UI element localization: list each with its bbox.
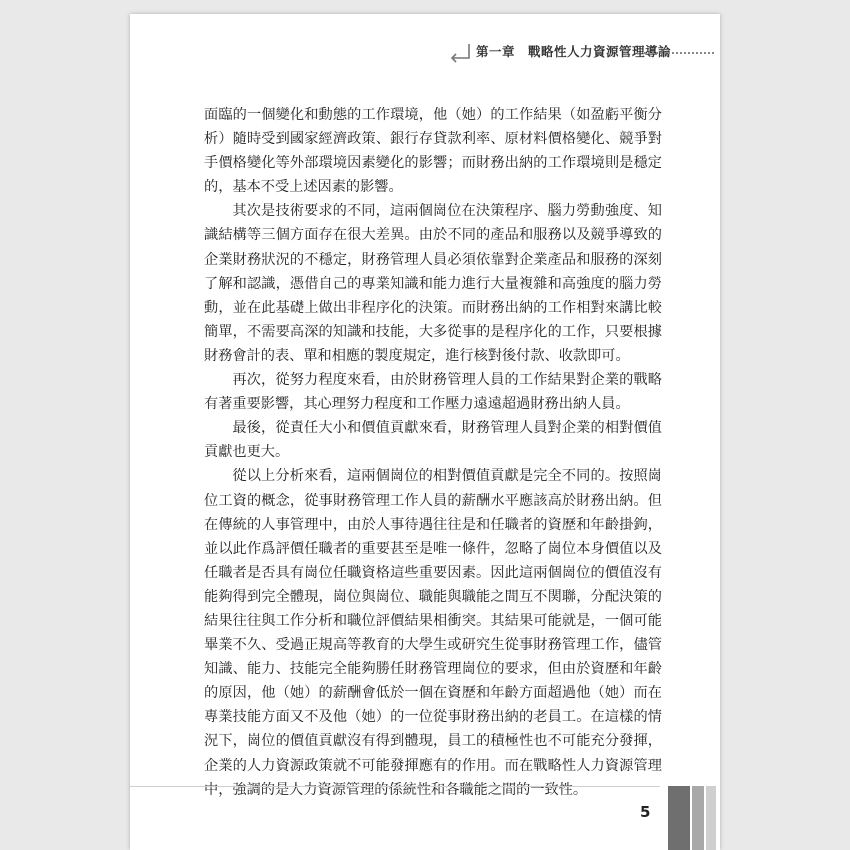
return-bracket-icon: [448, 42, 472, 64]
paragraph: 再次，從努力程度來看，由於財務管理人員的工作結果對企業的戰略有著重要影響，其心理努力程度和工作壓力遠遠超過財務出納人員。: [204, 372, 662, 413]
edge-tab-medium: [692, 786, 704, 850]
body-text: [204, 103, 662, 802]
running-header: [448, 42, 708, 72]
paragraph: 其次是技術要求的不同，這兩個崗位在決策程序、腦力勞動強度、知識結構等三個方面存在很大差異。由於不同的產品和服務以及競爭導致的企業財務狀況的不穩定，財務管理人員必須依靠對企業產品和服務的深刻了解和認識，憑借自己的專業知識和能力進行大量複雜和高強度的腦力勞動，並在此基礎上做出非程序化的決策。而財務出納的工作相對來講比較簡單，不需要高深的知識和技能，大多從事的是程序化的工作，只要根據財務會計的表、單和相應的製度規定，進行核對後付款、收款即可。: [204, 203, 662, 364]
paragraph: 最後，從責任大小和價值貢獻來看，財務管理人員對企業的相對價值貢獻也更大。: [204, 420, 662, 461]
footer-divider: [130, 786, 660, 787]
page-number: 5: [640, 803, 651, 821]
edge-tab-dark: [668, 786, 690, 850]
paragraph: 從以上分析來看，這兩個崗位的相對價值貢獻是完全不同的。按照崗位工資的概念，從事財務管理工作人員的薪酬水平應該高於財務出納。但在傳統的人事管理中，由於人事待遇往往是和任職者的資歷和年齡掛鉤，並以此作爲評價任職者的重要甚至是唯一條件，忽略了崗位本身價值以及任職者是否具有崗位任職資格這些重要因素。因此這兩個崗位的價值沒有能夠得到完全體現，崗位與崗位、職能與職能之間互不関聯，分配決策的結果往往與工作分析和職位評價結果相衝突。其結果可能就是，一個可能畢業不久、受過正規高等教育的大學生或研究生從事財務管理工作，儘管知識、能力、技能完全能夠勝任財務管理崗位的要求，但由於資歷和年齡的原因，他（她）的薪酬會低於一個在資歷和年齡方面超過他（她）而在專業技能方面又不及他（她）的一位從事財務出納的老員工。在這樣的情況下，崗位的價值貢獻沒有得到體現，員工的積極性也不可能充分發揮，企業的人力資源政策就不可能發揮應有的作用。而在戰略性人力資源管理中，強調的是人力資源管理的係統性和各職能之間的一致性。: [204, 468, 662, 798]
paragraph: 面臨的一個變化和動態的工作環境，他（她）的工作結果（如盈虧平衡分析）隨時受到國家經濟政策、銀行存貸款利率、原材料價格變化、競爭對手價格變化等外部環境因素變化的影響；而財務出納的工作環境則是穩定的，基本不受上述因素的影響。: [204, 107, 662, 196]
edge-tab-light: [706, 786, 716, 850]
chapter-title: 第一章 戰略性人力資源管理導論: [476, 44, 672, 59]
header-dotted-leader: [644, 52, 714, 54]
book-page: [130, 14, 720, 850]
